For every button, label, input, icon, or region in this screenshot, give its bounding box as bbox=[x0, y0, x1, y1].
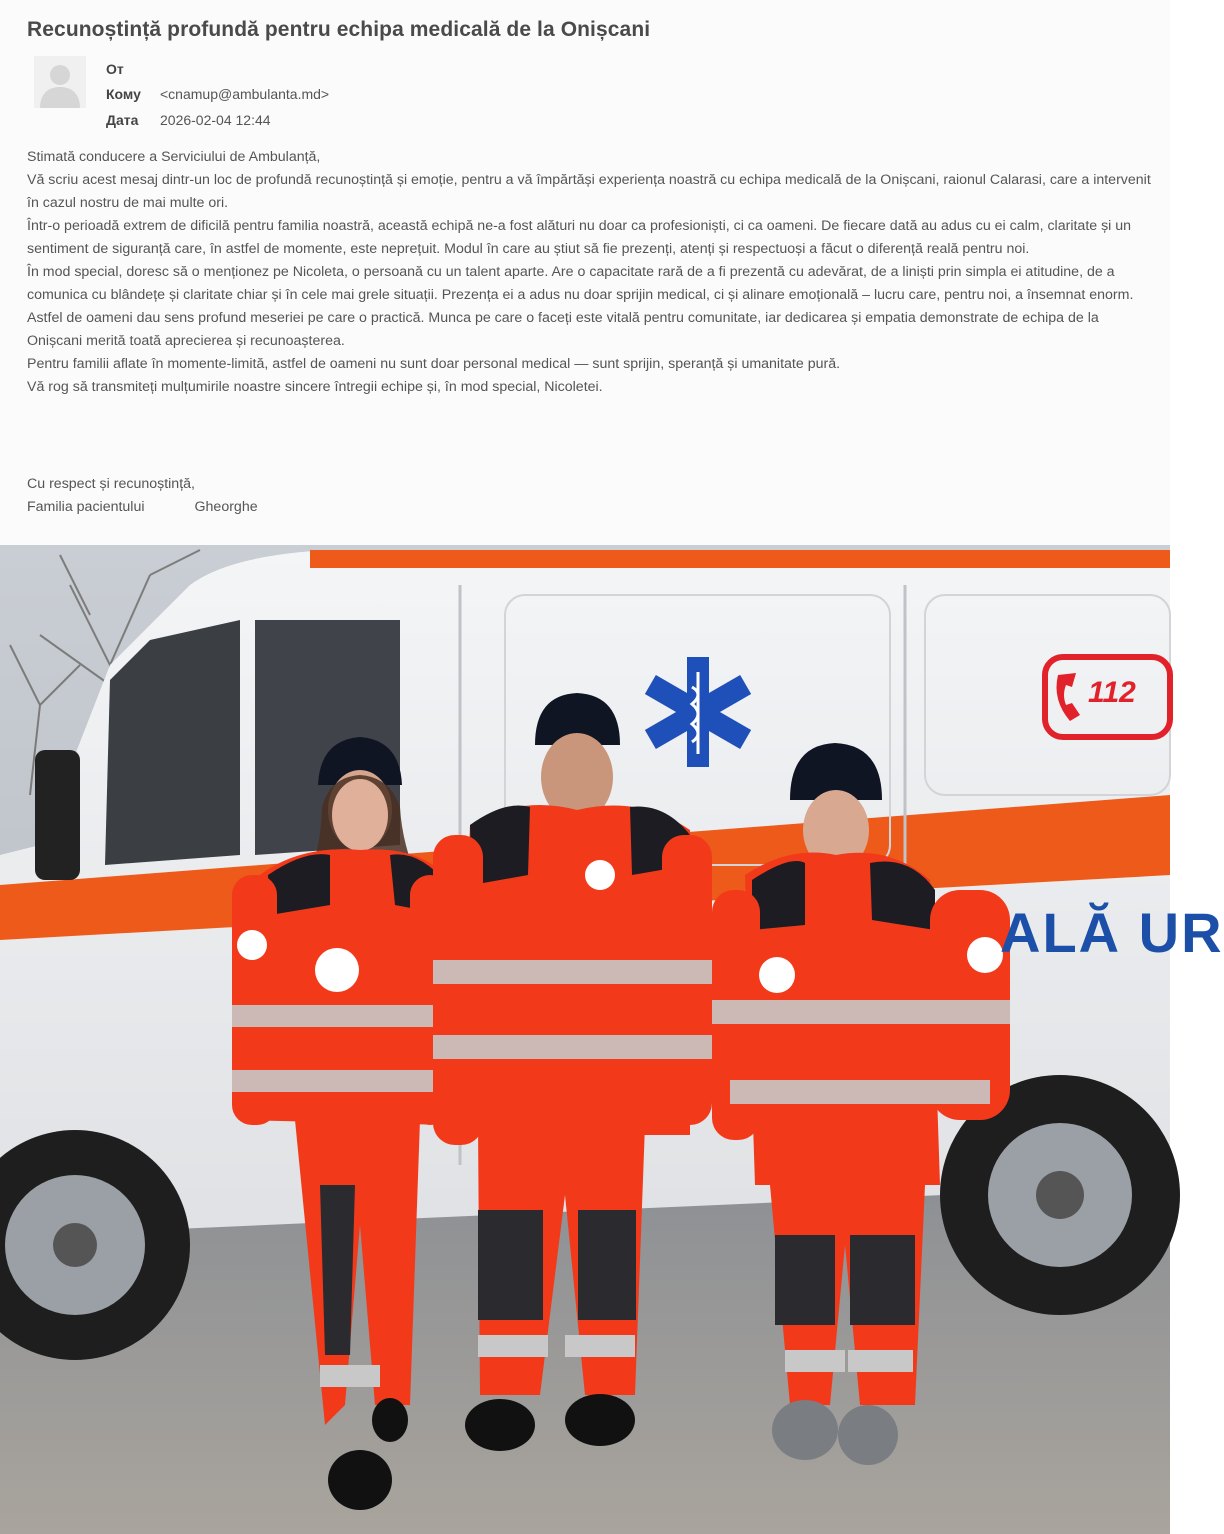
from-label: От bbox=[106, 60, 124, 77]
ambulance-team-photo bbox=[0, 545, 1170, 1534]
signature-row bbox=[27, 496, 258, 519]
email-subject: Recunoștință profundă pentru echipa medicală de la Onișcani bbox=[27, 18, 651, 41]
to-row bbox=[106, 82, 329, 108]
to-value[interactable]: <cnamup@ambulanta.md> bbox=[160, 86, 330, 103]
date-row bbox=[106, 107, 329, 133]
body-paragraph: Pentru familii aflate în momente-limită, astfel de oameni nu sunt doar personal medical — sunt sprijin, speranță și umanitate pură. bbox=[27, 356, 841, 372]
to-label: Кому bbox=[106, 86, 141, 103]
emergency-number-text: 112 bbox=[1088, 676, 1136, 709]
body-paragraph: Astfel de oameni dau sens profund meseriei pe care o practică. Munca pe care o faceți este vitală pentru comunitate, iar dedicarea și empatia demonstrate de echipa de la Onișcani merită toată aprecierea și recunoașterea. bbox=[27, 310, 1099, 349]
body-paragraph: Într-o perioadă extrem de dificilă pentru familia noastră, această echipă ne-a fost alături nu doar ca profesioniști, ci ca oameni. De fiecare dată au adus cu ei calm, claritate și un sentiment de siguranță care, în astfel de momente, este neprețuit. Modul în care au știut să fie prezenți, atenți și respectuoși a făcut o diferență reală pentru noi. bbox=[27, 218, 1132, 257]
closing-line: Cu respect și recunoștință, bbox=[27, 476, 195, 492]
user-avatar-icon bbox=[34, 56, 86, 108]
body-paragraph: În mod special, doresc să o menționez pe Nicoleta, o persoană cu un talent aparte. Are o capacitate rară de a fi prezentă cu adevărat, de a liniști prin simpla ei atitudine, de a comunica cu blândețe și claritate chiar și în cele mai grele situații. Prezența ei a adus nu doar sprijin medical, ci și alinare emoțională – lucru care, pentru noi, a însemnat enorm. bbox=[27, 264, 1134, 303]
sender-avatar bbox=[34, 56, 86, 108]
from-row bbox=[106, 56, 329, 82]
date-value: 2026-02-04 12:44 bbox=[160, 111, 271, 128]
email-header bbox=[106, 56, 329, 133]
body-paragraph: Vă scriu acest mesaj dintr-un loc de profundă recunoștință și emoție, pentru a vă împărtăși experiența noastră cu echipa medicală de la Onișcani, raionul Calarasi, care a intervenit în cazul nostru de mai multe ori. bbox=[27, 172, 1151, 211]
email-view bbox=[0, 0, 1170, 545]
email-body bbox=[27, 146, 1152, 399]
signature-name: Gheorghe bbox=[194, 499, 258, 515]
attached-photo[interactable] bbox=[0, 545, 1224, 1534]
body-paragraph: Vă rog să transmiteți mulțumirile noastre sincere întregii echipe și, în mod special, Nicoletei. bbox=[27, 379, 603, 395]
date-label: Дата bbox=[106, 111, 139, 128]
van-lettering: ALĂ UR bbox=[1000, 901, 1224, 964]
signature-label: Familia pacientului bbox=[27, 499, 145, 515]
side-mirror bbox=[35, 750, 80, 880]
email-signature bbox=[27, 473, 258, 519]
body-paragraph: Stimată conducere a Serviciului de Ambulanță, bbox=[27, 149, 321, 165]
